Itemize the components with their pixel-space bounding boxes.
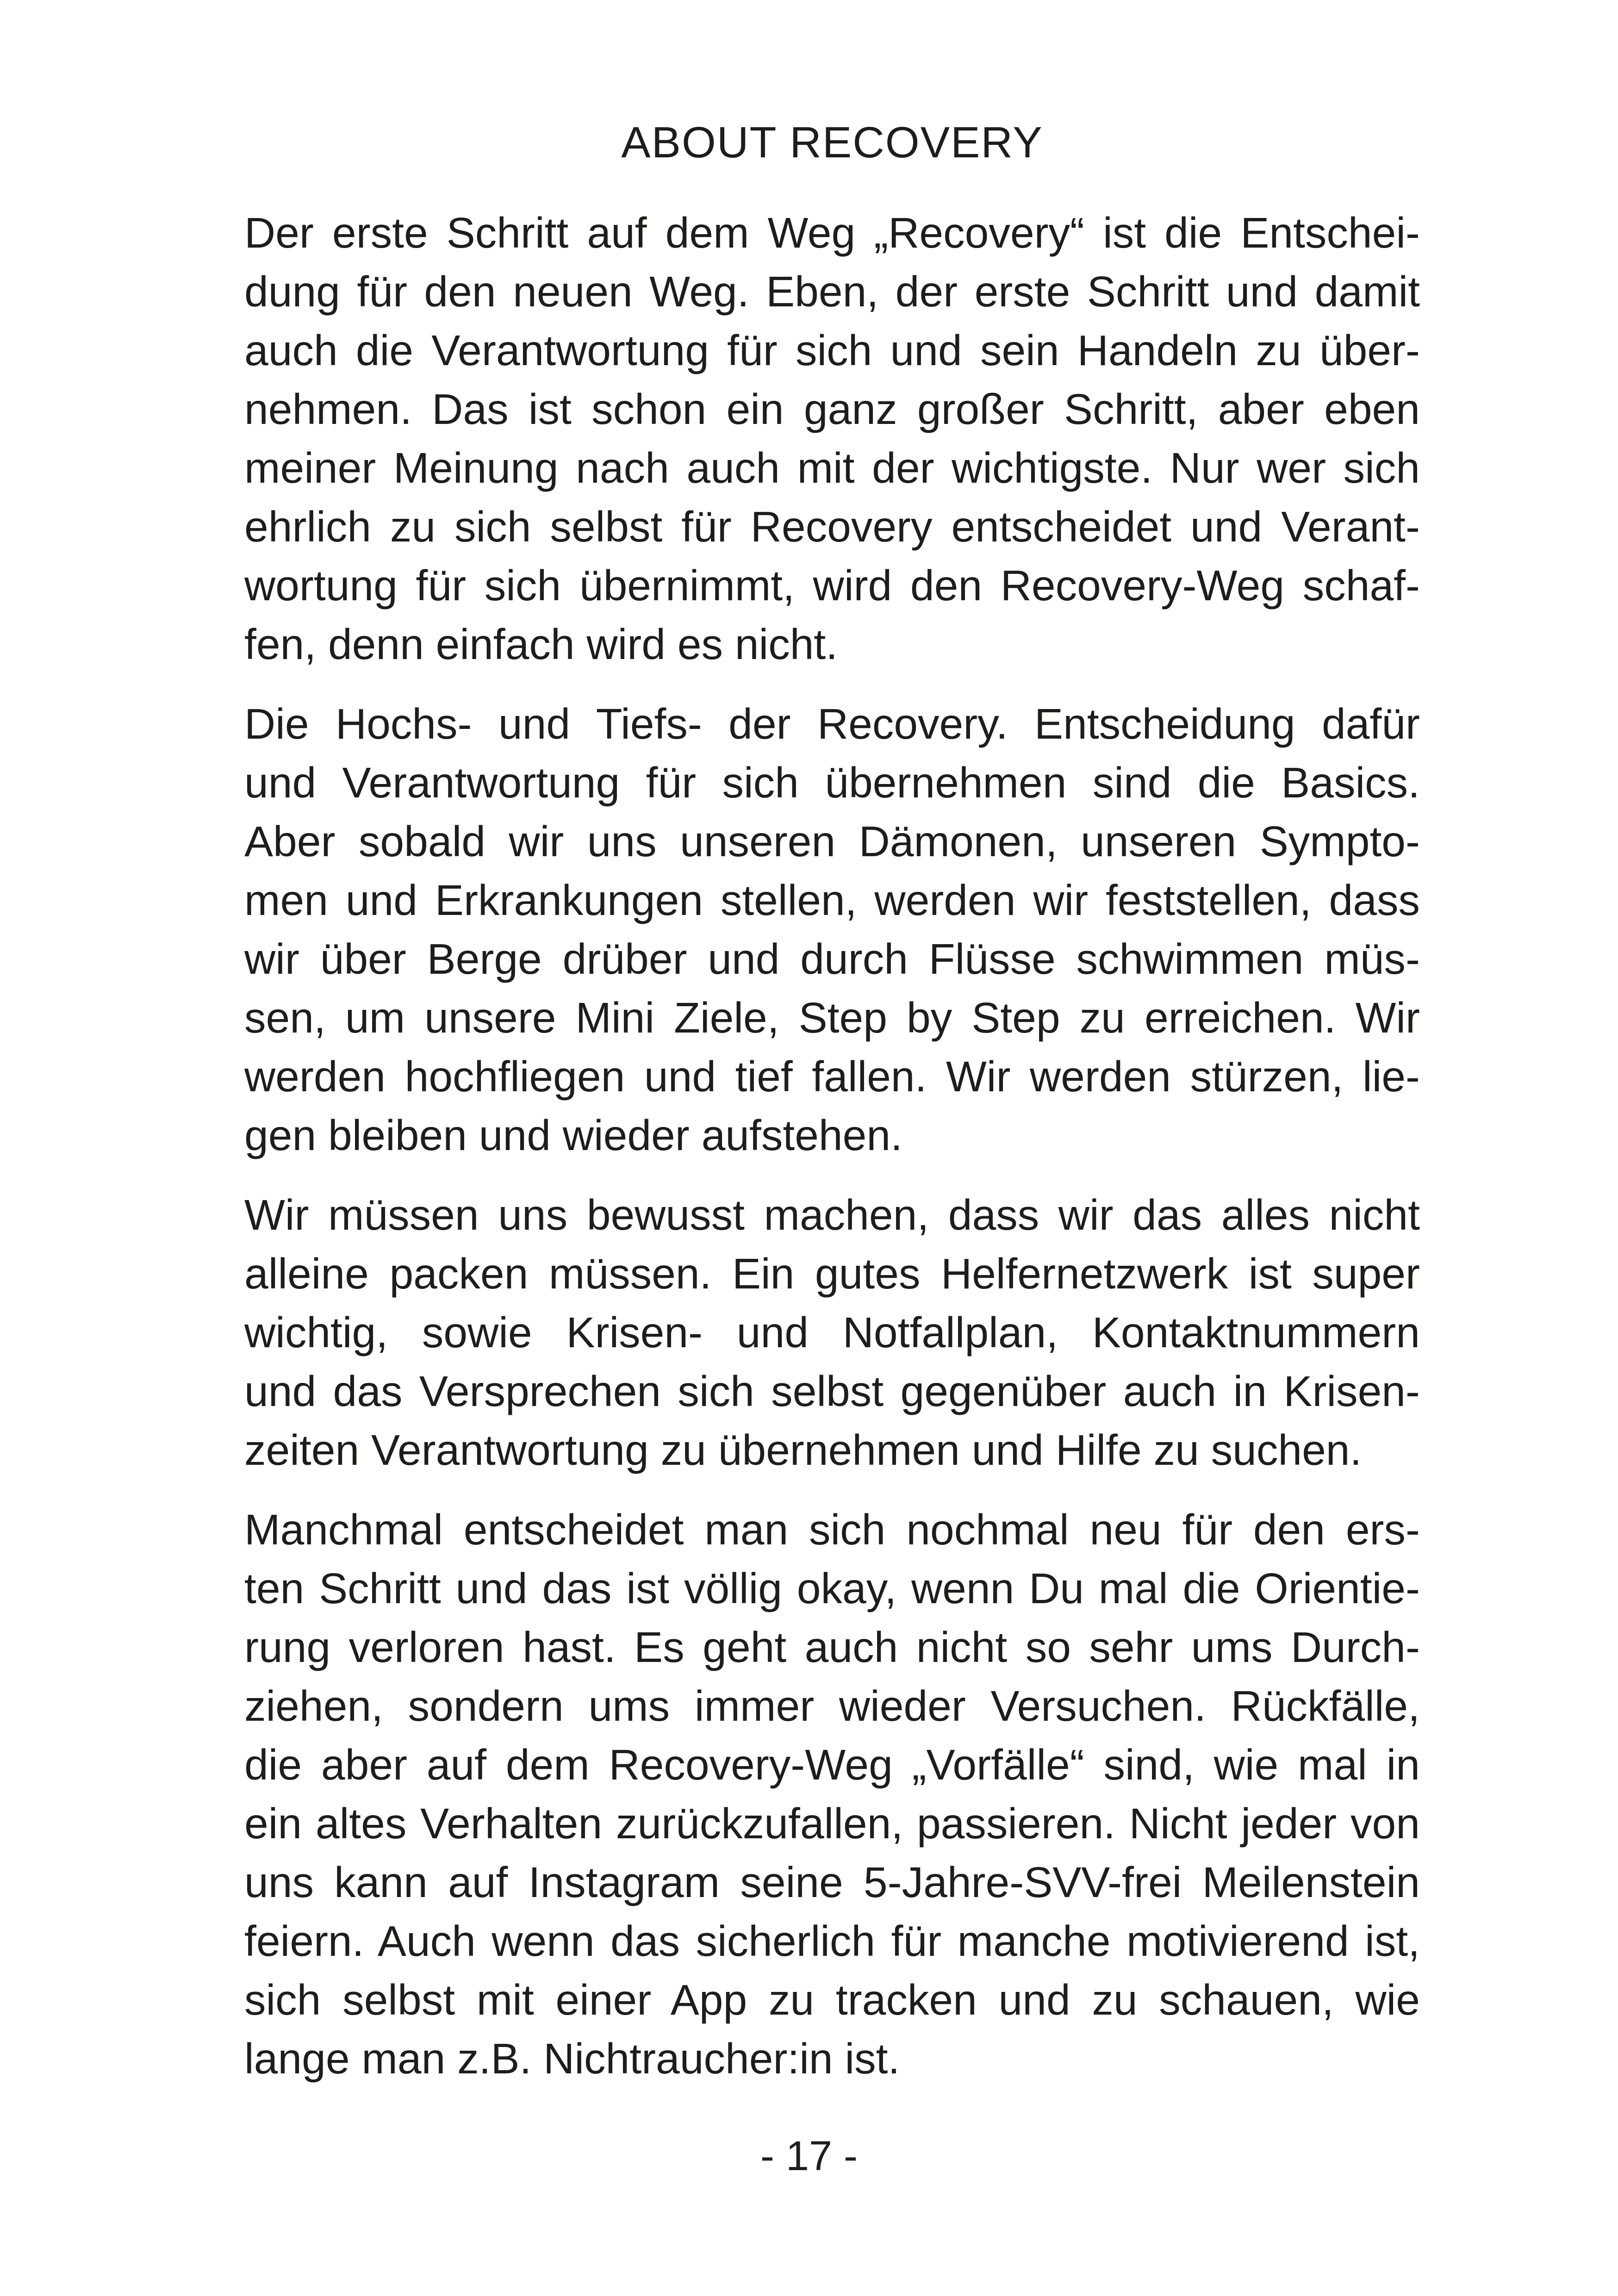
text-line: zeiten Verantwortung zu übernehmen und Hilfe zu suchen. [244,1426,1362,1474]
text-line: men und Erkrankungen stellen, werden wir feststellen, dass [244,876,1420,924]
text-line: werden hochfliegen und tief fallen. Wir werden stürzen, lie- [244,1052,1420,1101]
page-title: ABOUT RECOVERY [621,118,1043,167]
text-line: fen, denn einfach wird es nicht. [244,620,838,668]
paragraph [244,1186,1420,1480]
text-line: lange man z.B. Nichtraucher:in ist. [244,2035,900,2083]
text-line: feiern. Auch wenn das sicherlich für manche motivierend ist, [244,1917,1420,1965]
paragraph [244,1500,1420,2088]
text-line: alleine packen müssen. Ein gutes Helfernetzwerk ist super [244,1250,1420,1298]
text-line: und das Versprechen sich selbst gegenüber auch in Krisen- [244,1367,1420,1415]
text-line: ein altes Verhalten zurückzufallen, passieren. Nicht jeder von [244,1799,1420,1848]
text-line: meiner Meinung nach auch mit der wichtigste. Nur wer sich [244,444,1420,492]
text-line: Der erste Schritt auf dem Weg „Recovery“ ist die Entschei- [244,209,1420,257]
text-line: uns kann auf Instagram seine 5-Jahre-SVV-frei Meilenstein [244,1858,1420,1906]
text-line: und Verantwortung für sich übernehmen sind die Basics. [244,759,1420,807]
text-line: wir über Berge drüber und durch Flüsse schwimmen müs- [244,935,1420,983]
page-body [244,204,1420,2109]
text-line: gen bleiben und wieder aufstehen. [244,1111,902,1159]
text-line: Aber sobald wir uns unseren Dämonen, unseren Sympto- [244,817,1420,865]
text-line: auch die Verantwortung für sich und sein Handeln zu über- [244,326,1420,374]
text-line: wortung für sich übernimmt, wird den Recovery-Weg schaf- [244,561,1420,610]
text-line: ziehen, sondern ums immer wieder Versuchen. Rückfälle, [244,1682,1420,1730]
text-line: Manchmal entscheidet man sich nochmal neu für den ers- [244,1506,1420,1554]
text-line: sich selbst mit einer App zu tracken und zu schauen, wie [244,1976,1420,2024]
text-line: wichtig, sowie Krisen- und Notfallplan, Kontaktnummern [244,1308,1420,1356]
text-line: rung verloren hast. Es geht auch nicht so sehr ums Durch- [244,1623,1420,1671]
text-line: sen, um unsere Mini Ziele, Step by Step zu erreichen. Wir [244,994,1420,1042]
page-number: - 17 - [760,2133,858,2179]
text-line: nehmen. Das ist schon ein ganz großer Schritt, aber eben [244,385,1420,433]
paragraph [244,204,1420,674]
text-line: ehrlich zu sich selbst für Recovery entscheidet und Verant- [244,503,1420,551]
text-line: dung für den neuen Weg. Eben, der erste Schritt und damit [244,268,1420,316]
text-line: die aber auf dem Recovery-Weg „Vorfälle“ sind, wie mal in [244,1741,1420,1789]
text-line: Wir müssen uns bewusst machen, dass wir das alles nicht [244,1191,1420,1239]
text-line: Die Hochs- und Tiefs- der Recovery. Entscheidung dafür [244,700,1420,748]
text-line: ten Schritt und das ist völlig okay, wenn Du mal die Orientie- [244,1564,1420,1612]
paragraph [244,695,1420,1165]
